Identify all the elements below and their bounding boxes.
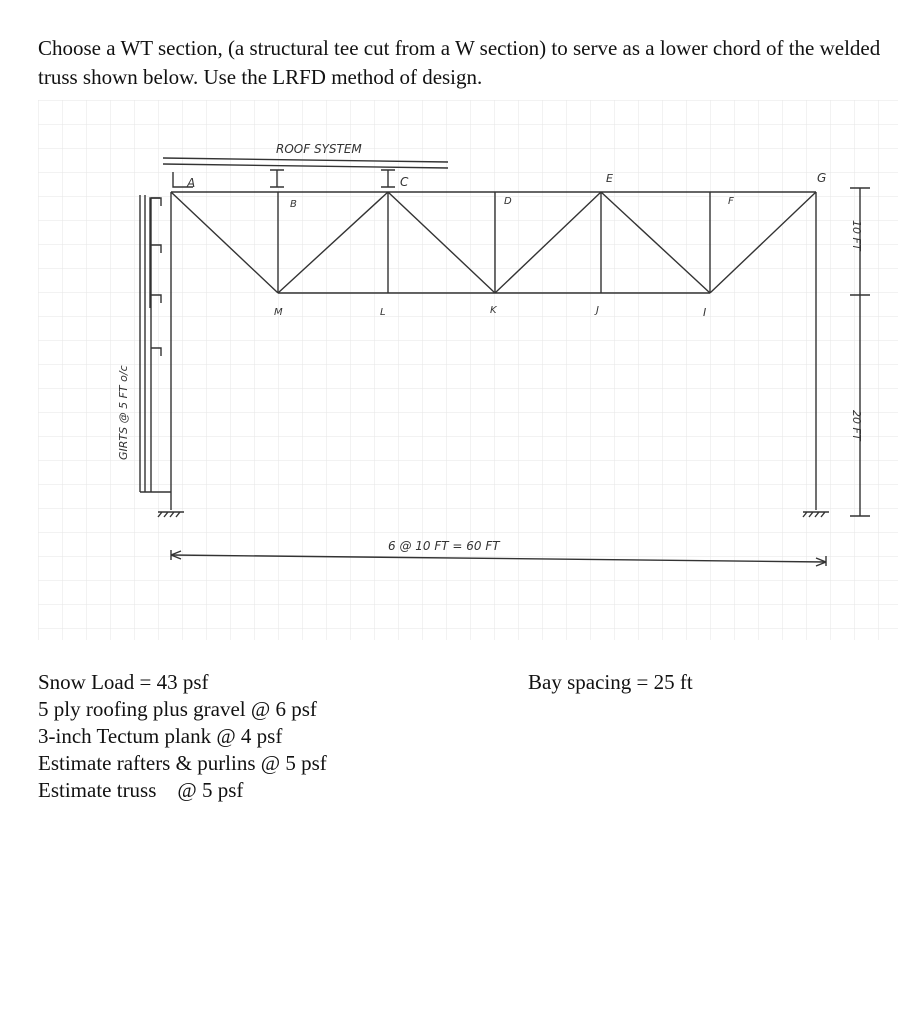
node-label-a: A [187,176,196,190]
height-top-label: 10 FT [850,220,863,251]
node-label-i: I [703,306,707,319]
node-label-m: M [274,307,283,318]
node-label-e: E [606,172,613,185]
load-item-snow: Snow Load = 43 psf [38,670,209,694]
load-item-tectum: 3-inch Tectum plank @ 4 psf [38,724,283,748]
girts-label: GIRTS @ 5 FT o/c [117,365,130,460]
node-label-d: D [504,196,512,207]
node-label-c: C [400,175,409,189]
node-label-f: F [728,196,734,207]
node-label-g: G [817,171,827,185]
roof-system-label: ROOF SYSTEM [276,142,362,156]
load-item-rafters: Estimate rafters & purlins @ 5 psf [38,751,327,775]
load-item-roofing: 5 ply roofing plus gravel @ 6 psf [38,697,317,721]
height-bottom-label: 20 FT [850,410,863,441]
truss-figure [38,100,898,640]
node-label-b: B [290,199,297,210]
truss-diagram [38,100,898,640]
bay-spacing: Bay spacing = 25 ft [528,670,693,694]
graph-paper-background [38,100,898,640]
node-label-j: J [596,305,599,316]
span-label: 6 @ 10 FT = 60 FT [388,539,500,553]
load-item-truss: Estimate truss @ 5 psf [38,778,244,802]
node-label-k: K [490,305,497,316]
problem-statement: Choose a WT section, (a structural tee cut from a W section) to serve as a lower chord of the welded truss shown below. Use the LRFD method of design. [38,36,881,89]
load-list [38,669,458,804]
node-label-l: L [380,307,386,318]
